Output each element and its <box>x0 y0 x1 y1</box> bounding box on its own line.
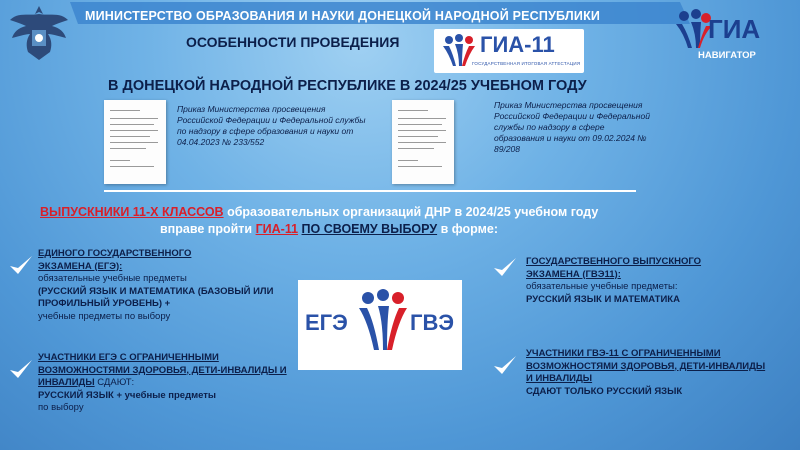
gve-logo-text: ГВЭ <box>410 310 455 335</box>
gve-mandatory: обязательные учебные предметы: <box>526 281 678 292</box>
emblem-icon <box>6 2 72 68</box>
checkmark-icon <box>492 352 518 378</box>
ege-block <box>38 248 298 323</box>
gve-block <box>526 256 766 306</box>
order-document-image-1 <box>104 100 166 184</box>
main-line-2 <box>160 222 498 236</box>
order-text-2: Приказ Министерства просвещения Российской Федерации и Федеральной службы по надзору в сфере образования и науки от 09.02.2024 № 89/208 <box>494 100 650 154</box>
ege-title: ЕДИНОГО ГОСУДАРСТВЕННОГО ЭКЗАМЕНА (ЕГЭ): <box>38 248 192 272</box>
graduates-label: ВЫПУСКНИКИ 11-Х КЛАССОВ <box>40 205 224 219</box>
features-heading: ОСОБЕННОСТИ ПРОВЕДЕНИЯ <box>186 34 400 50</box>
ege-limited-block <box>38 352 288 415</box>
ege-limited-take: СДАЮТ: <box>97 377 135 388</box>
order-document-image-2 <box>392 100 454 184</box>
main-line-2-start: вправе пройти <box>160 222 253 236</box>
gve-limited-block <box>526 348 766 398</box>
gia-navigator-text: ГИА <box>708 14 761 44</box>
ege-limited-subjects: РУССКИЙ ЯЗЫК + учебные предметы <box>38 389 217 401</box>
ege-subjects: (РУССКИЙ ЯЗЫК И МАТЕМАТИКА (БАЗОВЫЙ ИЛИ ПРОФИЛЬНЫЙ УРОВЕНЬ) + <box>38 285 274 309</box>
divider <box>104 190 636 192</box>
ministry-title: МИНИСТЕРСТВО ОБРАЗОВАНИЯ И НАУКИ ДОНЕЦКОЙ НАРОДНОЙ РЕСПУБЛИКИ <box>85 9 601 23</box>
subtitle: В ДОНЕЦКОЙ НАРОДНОЙ РЕСПУБЛИКЕ В 2024/25 УЧЕБНОМ ГОДУ <box>108 78 587 94</box>
ege-mandatory: обязательные учебные предметы <box>38 273 187 284</box>
ege-logo-text: ЕГЭ <box>305 310 348 335</box>
by-choice-label: ПО СВОЕМУ ВЫБОРУ <box>301 222 438 236</box>
checkmark-icon <box>492 254 518 280</box>
gve-limited-take: СДАЮТ ТОЛЬКО РУССКИЙ ЯЗЫК <box>526 385 683 397</box>
gia11-logo-subtitle: ГОСУДАРСТВЕННАЯ ИТОГОВАЯ АТТЕСТАЦИЯ <box>472 61 581 66</box>
main-line-1-rest: образовательных организаций ДНР в 2024/25 учебном году <box>227 205 599 219</box>
checkmark-icon <box>8 252 34 278</box>
order-text-1: Приказ Министерства просвещения Российской Федерации и Федеральной службы по надзору в сфере образования и науки от 04.04.2023 № 233/552 <box>177 104 366 147</box>
gia11-label: ГИА-11 <box>255 222 299 236</box>
gia11-logo-text: ГИА-11 <box>480 32 555 57</box>
navigator-label: НАВИГАТОР <box>698 50 756 61</box>
ege-gve-people-icon <box>356 288 410 358</box>
gve-subjects: РУССКИЙ ЯЗЫК И МАТЕМАТИКА <box>526 293 680 305</box>
main-line-1 <box>40 205 598 219</box>
ege-choice: учебные предметы по выбору <box>38 310 171 322</box>
checkmark-icon <box>8 356 34 382</box>
gve-title: ГОСУДАРСТВЕННОГО ВЫПУСКНОГО ЭКЗАМЕНА (ГВЭ11): <box>526 256 702 280</box>
ege-limited-choice: по выбору <box>38 402 84 413</box>
main-line-2-end: в форме: <box>440 222 498 236</box>
gve-limited-title: УЧАСТНИКИ ГВЭ-11 С ОГРАНИЧЕННЫМИ ВОЗМОЖНОСТЯМИ ЗДОРОВЬЯ, ДЕТИ-ИНВАЛИДЫ И ИНВАЛИДЫ <box>526 348 766 384</box>
ege-limited-title: УЧАСТНИКИ ЕГЭ С ОГРАНИЧЕННЫМИ ВОЗМОЖНОСТЯМИ ЗДОРОВЬЯ, ДЕТИ-ИНВАЛИДЫ И ИНВАЛИДЫ <box>38 352 287 388</box>
